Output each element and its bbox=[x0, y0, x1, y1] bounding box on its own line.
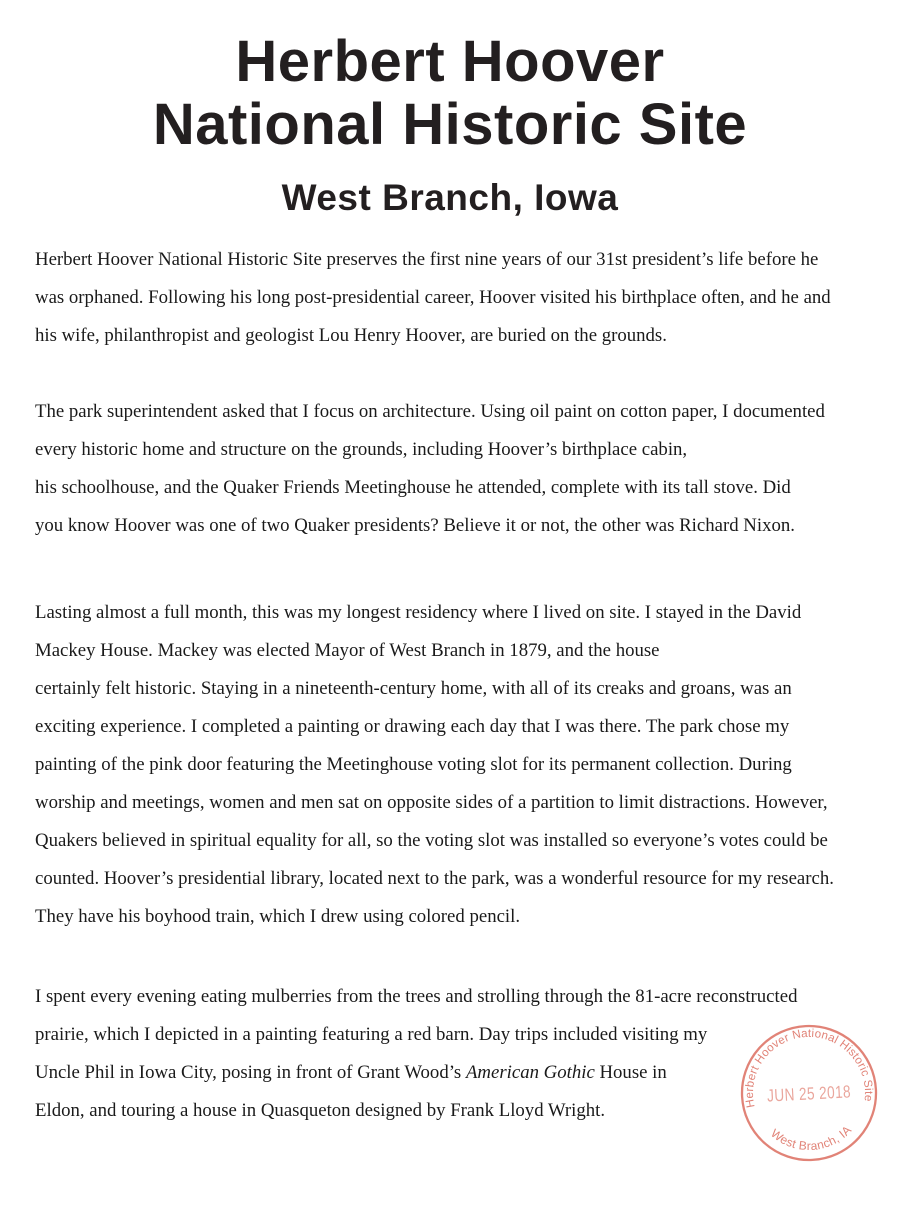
page-subtitle: West Branch, Iowa bbox=[281, 177, 619, 218]
page-title bbox=[0, 30, 900, 156]
text-segment: Quakers believed in spiritual equality for all, so the voting slot was installed so everyone’s votes could be bbox=[35, 830, 828, 851]
paragraph bbox=[35, 241, 875, 355]
text-line bbox=[35, 860, 875, 898]
text-segment: Uncle Phil in Iowa City, posing in front of Grant Wood’s bbox=[35, 1062, 466, 1083]
page-title-line2: National Historic Site bbox=[152, 92, 748, 157]
paragraph bbox=[35, 594, 875, 936]
text-line bbox=[35, 898, 875, 936]
text-segment: I spent every evening eating mulberries from the trees and strolling through the 81-acre reconstructed bbox=[35, 986, 798, 1007]
article bbox=[35, 241, 875, 1130]
stamp-arc-bottom-text: West Branch, IA bbox=[768, 1122, 855, 1154]
text-line bbox=[35, 469, 875, 507]
stamp-ink-group bbox=[739, 1023, 880, 1164]
passport-stamp bbox=[724, 1008, 894, 1178]
text-segment: worship and meetings, women and men sat on opposite sides of a partition to limit distractions. However, bbox=[35, 792, 828, 813]
italic-text-segment: American Gothic bbox=[465, 1062, 595, 1083]
text-segment: Eldon, and touring a house in Quasqueton designed by Frank Lloyd Wright. bbox=[35, 1100, 606, 1121]
text-segment: Herbert Hoover National Historic Site preserves the first nine years of our 31st president’s life before he bbox=[35, 249, 819, 270]
stamp-arc-top-text: Herbert Hoover National Historic Site bbox=[742, 1026, 876, 1109]
text-line bbox=[35, 279, 875, 317]
text-segment: counted. Hoover’s presidential library, located next to the park, was a wonderful resource for my research. bbox=[35, 868, 834, 889]
text-line bbox=[35, 632, 875, 670]
text-segment: prairie, which I depicted in a painting featuring a red barn. Day trips included visiting my bbox=[35, 1024, 708, 1045]
text-segment: was orphaned. Following his long post-presidential career, Hoover visited his birthplace often, and he and bbox=[35, 287, 831, 308]
text-segment: Lasting almost a full month, this was my longest residency where I lived on site. I stayed in the David bbox=[35, 602, 802, 623]
text-line bbox=[35, 507, 875, 545]
text-line bbox=[35, 746, 875, 784]
text-line bbox=[35, 594, 875, 632]
text-segment: certainly felt historic. Staying in a nineteenth-century home, with all of its creaks and groans, was an bbox=[35, 678, 792, 699]
text-segment: exciting experience. I completed a painting or drawing each day that I was there. The park chose my bbox=[35, 716, 790, 737]
text-segment: They have his boyhood train, which I drew using colored pencil. bbox=[35, 906, 521, 927]
text-line bbox=[35, 431, 875, 469]
text-line bbox=[35, 393, 875, 431]
page-title-line1: Herbert Hoover bbox=[235, 29, 665, 94]
paragraph bbox=[35, 393, 875, 545]
stamp-date-text: JUN 25 2018 bbox=[766, 1082, 852, 1107]
text-segment: his schoolhouse, and the Quaker Friends Meetinghouse he attended, complete with its tall stove. Did bbox=[35, 477, 791, 498]
text-segment: The park superintendent asked that I focus on architecture. Using oil paint on cotton paper, I documented bbox=[35, 401, 825, 422]
text-line bbox=[35, 241, 875, 279]
text-line bbox=[35, 317, 875, 355]
text-segment: every historic home and structure on the grounds, including Hoover’s birthplace cabin, bbox=[35, 439, 688, 460]
text-line bbox=[35, 784, 875, 822]
text-segment: painting of the pink door featuring the Meetinghouse voting slot for its permanent collection. During bbox=[35, 754, 792, 775]
text-segment: you know Hoover was one of two Quaker presidents? Believe it or not, the other was Richard Nixon. bbox=[35, 515, 795, 536]
text-segment: House in bbox=[594, 1062, 667, 1083]
text-line bbox=[35, 708, 875, 746]
text-line bbox=[35, 822, 875, 860]
text-segment: Mackey House. Mackey was elected Mayor of West Branch in 1879, and the house bbox=[35, 640, 660, 661]
text-segment: his wife, philanthropist and geologist Lou Henry Hoover, are buried on the grounds. bbox=[35, 325, 667, 346]
text-line bbox=[35, 670, 875, 708]
